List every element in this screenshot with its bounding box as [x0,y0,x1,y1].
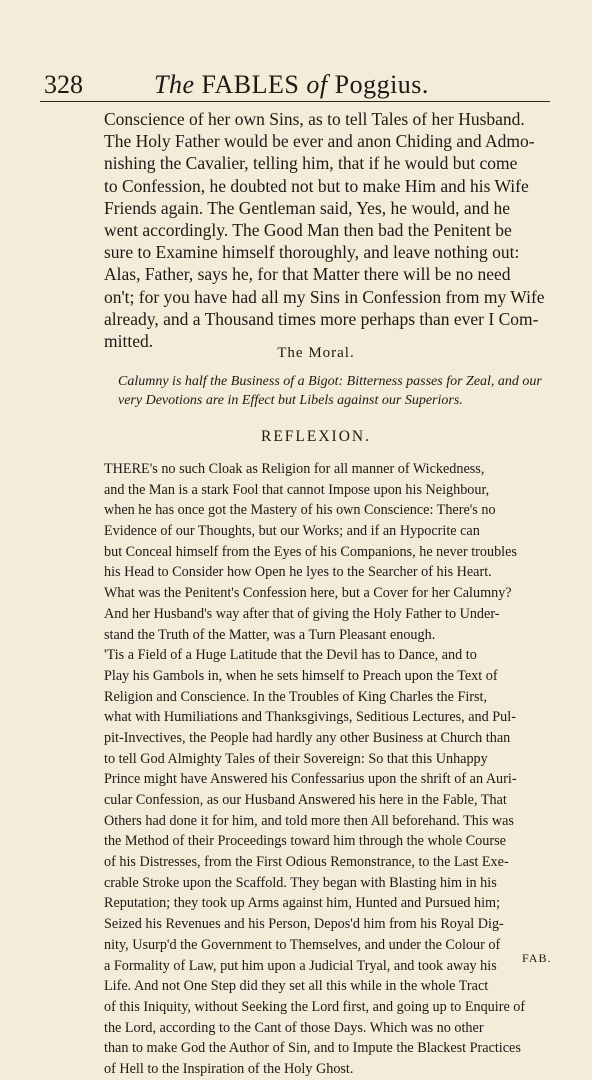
moral-line: Calumny is half the Business of a Bigot: Bitterness passes for Zeal, and our [118,374,542,389]
reflexion-line: the Method of their Proceedings toward him through the whole Course [104,833,506,850]
text-line: sure to Examine himself thoroughly, and leave nothing out: [104,242,520,263]
reflexion-line: And her Husband's way after that of giving the Holy Father to Under- [104,605,500,622]
text-line: Friends again. The Gentleman said, Yes, he would, and he [104,197,510,218]
text-line: went accordingly. The Good Man then bad the Penitent be [104,219,512,240]
reflexion-line: when he has once got the Mastery of his own Conscience: There's no [104,502,496,519]
reflexion-text [104,459,562,1080]
reflexion-line: Evidence of our Thoughts, but our Works; and if an Hypocrite can [104,523,480,540]
header-rule [40,101,550,102]
catchword: FAB. [522,951,552,965]
reflexion-line: pit-Invectives, the People had hardly any other Business at Church than [104,729,511,746]
reflexion-line: 'Tis a Field of a Huge Latitude that the Devil has to Dance, and to [104,647,477,664]
page-number: 328 [44,70,83,99]
text-line: nishing the Cavalier, telling him, that if he would but come [104,153,518,174]
reflexion-heading: REFLEXION. [261,428,371,445]
page-header [44,70,552,100]
reflexion-line: stand the Truth of the Matter, was a Turn Pleasant enough. [104,626,436,643]
text-line: mitted. [104,330,154,351]
reflexion-line: of Hell to the Inspiration of the Holy Ghost. [104,1060,354,1077]
reflexion-line: his Head to Consider how Open he lyes to the Searcher of his Heart. [104,564,492,581]
text-line: Conscience of her own Sins, as to tell Tales of her Husband. [104,109,525,129]
reflexion-line: of his Distresses, from the First Odious Remonstrance, to the Last Exe- [104,854,509,871]
reflexion-line: cular Confession, as our Husband Answered his here in the Fable, That [104,792,507,808]
reflexion-line: Seized his Revenues and his Person, Depos'd him from his Royal Dig- [104,916,504,933]
fable-text [104,108,545,352]
running-title [154,70,429,100]
moral-text [118,372,542,410]
title-article: The [154,70,195,99]
text-line: already, and a Thousand times more perhaps than ever I Com- [104,308,539,329]
reflexion-line: than to make God the Author of Sin, and to Impute the Blackest Practices [104,1040,521,1057]
reflexion-line: the Lord, according to the Cant of those Days. Which was no other [104,1019,484,1036]
title-of: of [306,70,328,99]
moral-heading: The Moral. [277,345,355,361]
reflexion-line: crable Stroke upon the Scaffold. They began with Blasting him in his [104,874,497,891]
reflexion-line: Others had done it for him, and told more then All beforehand. This was [104,812,514,829]
reflexion-line: THERE's no such Cloak as Religion for all manner of Wickedness, [104,461,485,477]
reflexion-line: Play his Gambols in, when he sets himself to Preach upon the Text of [104,667,498,684]
moral-line: very Devotions are in Effect but Libels against our Superiors. [118,393,463,408]
title-name: Poggius. [327,70,429,99]
text-line: Alas, Father, says he, for that Matter there will be no need [104,264,511,285]
reflexion-line: and the Man is a stark Fool that cannot Impose upon his Neighbour, [104,481,490,498]
reflexion-line: to tell God Almighty Tales of their Sovereign: So that this Unhappy [104,750,488,767]
reflexion-line: Prince might have Answered his Confessarius upon the shrift of an Auri- [104,771,517,788]
reflexion-line: nity, Usurp'd the Government to Themselves, and under the Colour of [104,936,501,953]
text-line: to Confession, he doubted not but to make Him and his Wife [104,175,529,196]
reflexion-line: Reputation; they took up Arms against him, Hunted and Pursued him; [104,895,501,912]
text-line: The Holy Father would be ever and anon Chiding and Admo- [104,131,535,152]
reflexion-line: What was the Penitent's Confession here, but a Cover for her Calumny? [104,585,512,602]
text-line: on't; for you have had all my Sins in Confession from my Wife [104,286,545,307]
reflexion-line: Life. And not One Step did they set all this while in the whole Tract [104,978,489,995]
reflexion-line: a Formality of Law, put him upon a Judicial Tryal, and took away his [104,957,497,974]
reflexion-line: Religion and Conscience. In the Troubles of King Charles the First, [104,688,488,705]
title-main: FABLES [194,70,307,99]
reflexion-line: what with Humiliations and Thanksgivings, Seditious Lectures, and Pul- [104,709,516,726]
reflexion-line: of this Iniquity, without Seeking the Lord first, and going up to Enquire of [104,998,526,1015]
reflexion-line: but Conceal himself from the Eyes of his Companions, he never troubles [104,543,517,560]
